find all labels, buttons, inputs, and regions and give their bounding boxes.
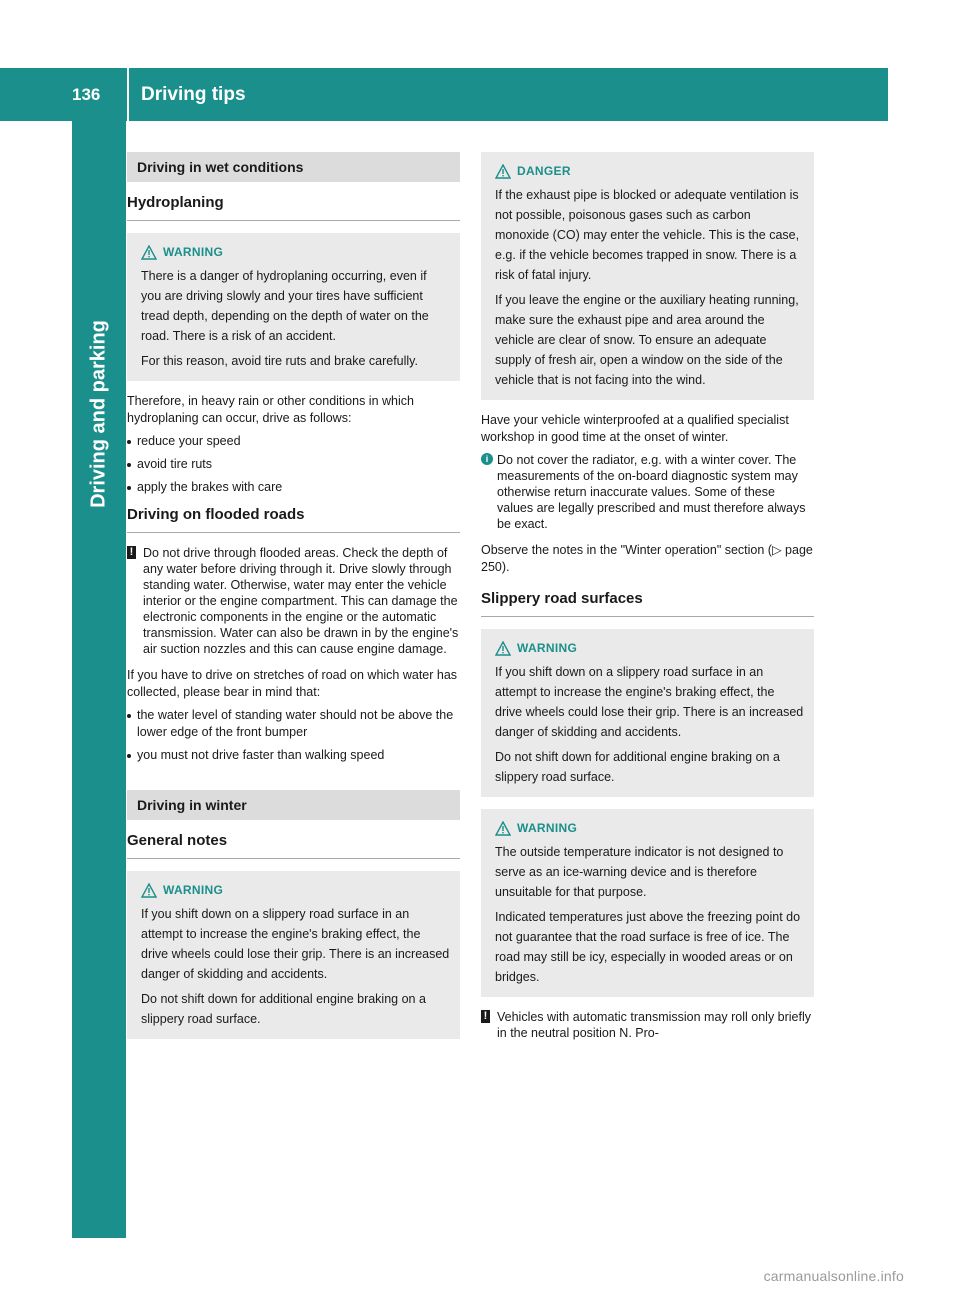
warning-title <box>141 881 450 899</box>
exclamation-square-icon: ! <box>127 546 136 559</box>
page-header-title: Driving tips <box>141 84 246 105</box>
subheading-flooded-roads: Driving on flooded roads <box>127 506 460 533</box>
list-item: you must not drive faster than walking speed <box>127 747 460 764</box>
warning-label: WARNING <box>517 821 578 835</box>
subheading-general-notes: General notes <box>127 832 460 859</box>
warning-box-shift-down <box>127 871 460 1039</box>
list-item: avoid tire ruts <box>127 456 460 473</box>
note-flooded <box>127 545 460 657</box>
warning-triangle-icon <box>495 164 511 179</box>
chapter-side-tab-label-wrap <box>86 254 112 574</box>
list-item: the water level of standing water should not be above the lower edge of the front bumper <box>127 707 460 741</box>
note-text: Do not drive through flooded areas. Check the depth of any water before driving through it. Drive slowly through standing water. Otherwise, water may enter the vehicle interior or the engine compartment. This can damage the electronic components in the engine or the automatic transmission. Water can also be drawn in by the engine's air suction nozzles and this can cause engine damage. <box>143 546 459 656</box>
paragraph-observe: Observe the notes in the "Winter operation" section (▷ page 250). <box>481 543 813 574</box>
warning-text: There is a danger of hydroplaning occurring, even if you are driving slowly and your tires have sufficient tread depth, depending on the depth of water on the road. There is a risk of an accident. <box>141 269 429 343</box>
warning-text: For this reason, avoid tire ruts and brake carefully. <box>141 354 418 368</box>
section-heading-winter: Driving in winter <box>127 790 460 820</box>
warning-triangle-icon <box>141 245 157 260</box>
right-column <box>481 152 814 1051</box>
chapter-side-tab-label: Driving and parking <box>87 320 110 508</box>
warning-text: If you shift down on a slippery road surface in an attempt to increase the engine's braking effect, the drive wheels could lose their grip. There is an increased danger of skidding and accidents. <box>495 665 804 739</box>
warning-box-temperature <box>481 809 814 997</box>
warning-text: The outside temperature indicator is not designed to serve as an ice-warning device and is therefore unsuitable for that purpose. <box>495 845 784 899</box>
warning-title <box>495 819 804 837</box>
warning-triangle-icon <box>495 821 511 836</box>
danger-text: If the exhaust pipe is blocked or adequate ventilation is not possible, poisonous gases such as carbon monoxide (CO) may enter the vehicle. This is the case, e.g. if the vehicle becomes trapped in snow. There is a risk of fatal injury. <box>495 188 800 282</box>
subheading-hydroplaning: Hydroplaning <box>127 194 460 221</box>
warning-text: Do not shift down for additional engine braking on a slippery road surface. <box>495 750 780 784</box>
warning-label: WARNING <box>517 641 578 655</box>
spacer <box>127 774 460 790</box>
header-divider <box>127 68 129 121</box>
bullet-list-flooded <box>127 707 460 764</box>
warning-title <box>495 639 804 657</box>
subheading-slippery-roads: Slippery road surfaces <box>481 590 814 617</box>
warning-triangle-icon <box>141 883 157 898</box>
left-column <box>127 152 460 1051</box>
paragraph-stretches: If you have to drive on stretches of road on which water has collected, please bear in mind that: <box>127 668 458 699</box>
paragraph-therefore: Therefore, in heavy rain or other conditions in which hydroplaning can occur, drive as follows: <box>127 394 414 425</box>
warning-label: WARNING <box>163 245 224 259</box>
warning-text: Do not shift down for additional engine braking on a slippery road surface. <box>141 992 426 1026</box>
warning-text: Indicated temperatures just above the freezing point do not guarantee that the road surface is free of ice. The road may still be icy, especially in wooded areas or on bridges. <box>495 910 801 984</box>
exclamation-square-icon: ! <box>481 1010 490 1023</box>
page-number: 136 <box>72 85 101 104</box>
page-header-bar <box>0 68 888 121</box>
warning-text: If you shift down on a slippery road surface in an attempt to increase the engine's braking effect, the drive wheels could lose their grip. There is an increased danger of skidding and accidents. <box>141 907 450 981</box>
warning-triangle-icon <box>495 641 511 656</box>
danger-box-exhaust <box>481 152 814 400</box>
danger-label: DANGER <box>517 164 571 178</box>
info-circle-icon: i <box>481 453 493 465</box>
spacer <box>481 582 814 590</box>
warning-title <box>141 243 450 261</box>
watermark: carmanualsonline.info <box>763 1268 904 1284</box>
paragraph-winterproofed: Have your vehicle winterproofed at a qualified specialist workshop in good time at the onset of winter. <box>481 413 789 444</box>
bullet-list-wet <box>127 433 460 496</box>
warning-label: WARNING <box>163 883 224 897</box>
note-radiator <box>481 452 814 532</box>
section-heading-wet-conditions: Driving in wet conditions <box>127 152 460 182</box>
list-item: apply the brakes with care <box>127 479 460 496</box>
note-automatic-transmission <box>481 1009 814 1041</box>
note-text: Vehicles with automatic transmission may roll only briefly in the neutral position N. Pro- <box>497 1010 812 1040</box>
warning-box-hydroplaning <box>127 233 460 381</box>
danger-text: If you leave the engine or the auxiliary heating running, make sure the exhaust pipe and area around the vehicle are clear of snow. To ensure an adequate supply of fresh air, open a window on the side of the vehicle that is not facing into the wind. <box>495 293 799 387</box>
note-text: Do not cover the radiator, e.g. with a winter cover. The measurements of the on-board diagnostic system may otherwise return inaccurate values. Some of these values are legally prescribed and must therefore always be exact. <box>497 453 806 531</box>
list-item: reduce your speed <box>127 433 460 450</box>
warning-box-slippery <box>481 629 814 797</box>
danger-title <box>495 162 804 180</box>
